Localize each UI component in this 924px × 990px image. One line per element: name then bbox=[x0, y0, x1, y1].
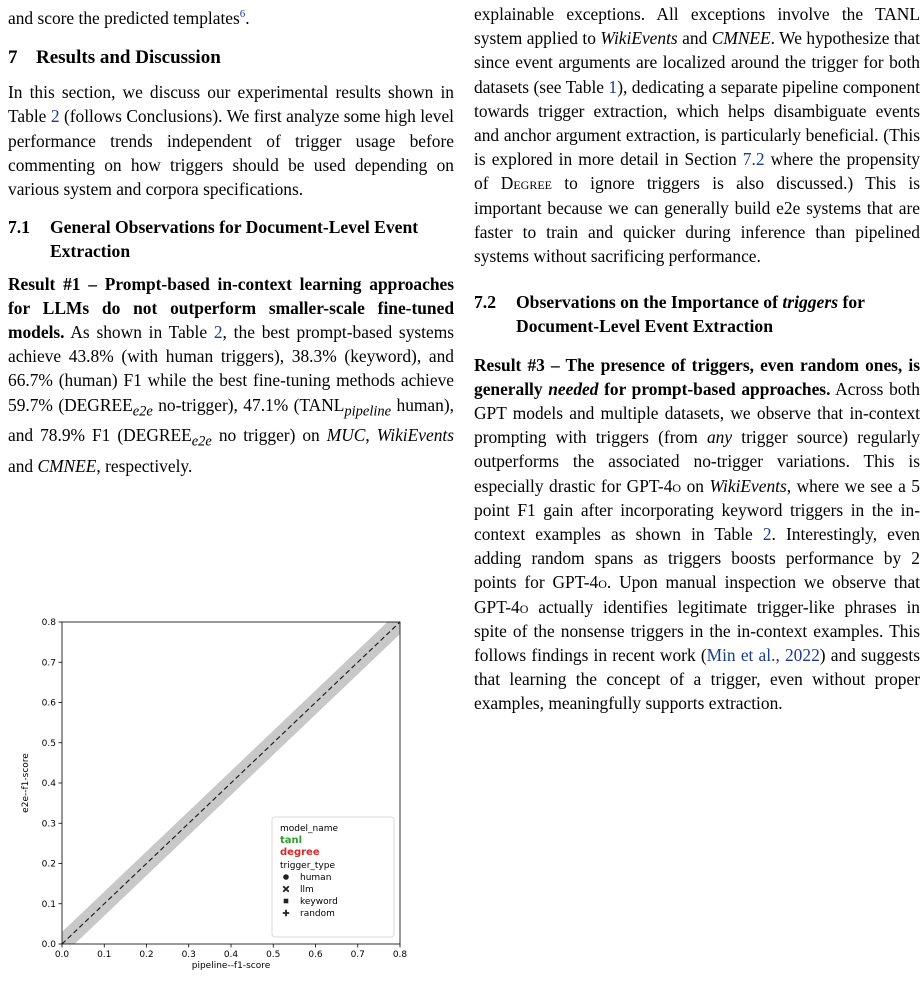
result-1-claim: Result #1 – Prompt-based in-context learning approaches for LLMs do not outperform smaller-scale fine-tuned models. bbox=[8, 273, 454, 343]
table-ref[interactable]: 2 bbox=[213, 322, 223, 343]
legend-marker bbox=[284, 899, 289, 904]
right-paragraph-1: explainable exceptions. All exceptions involve the TANL system applied to WikiEvents and CMNEE. We hypothesize that since event arguments are localized around the trigger for both datasets (see Table 1), dedicating a separate pipeline component towards trigger extraction, which helps disambiguate events and anchor argument extraction, is particularly beneficial. (This is explored in more detail in Section 7.2 where the propensity of Degree to ignore triggers is also discussed.) This is important because we can generally build e2e systems that are faster to train and quicker during inference than pipelined systems without sacrificing performance. bbox=[474, 4, 921, 267]
table-ref[interactable]: 1 bbox=[608, 76, 618, 97]
x-tick-label: 0.6 bbox=[308, 950, 323, 960]
y-tick-label: 0.7 bbox=[41, 658, 56, 669]
x-tick-label: 0.7 bbox=[350, 950, 365, 960]
section-title: Results and Discussion bbox=[36, 47, 221, 68]
y-tick-label: 0.4 bbox=[41, 779, 56, 789]
left-column bbox=[8, 0, 455, 971]
y-tick-label: 0.2 bbox=[41, 859, 56, 870]
result-1-paragraph: Result #1 – Prompt-based in-context learning approaches for LLMs do not outperform smaller-scale fine-tuned models. As shown in Table 2, the best prompt-based systems achieve 43.8% (with human triggers), 38.3% (keyword), and 66.7% (human) F1 while the best fine-tuning methods achieve 59.7% ($DEGREE_{e2e}$ no-trigger), 47.1% ($TANL_{pipeline}$ human), and 78.9% F1 ($DEGREE_{e2e}$ no trigger) on MUC, WikiEvents and CMNEE, respectively. bbox=[8, 273, 455, 476]
x-tick-label: 0.4 bbox=[223, 950, 239, 960]
citation-link[interactable]: Min et al., 2022 bbox=[706, 645, 820, 666]
right-column bbox=[474, 0, 920, 716]
subsection-heading-7-2 bbox=[474, 290, 920, 338]
section-number: 7 bbox=[8, 47, 18, 68]
carryover-line: and score the predicted templates$^6$. bbox=[8, 7, 250, 28]
legend-title-trigger: trigger_type bbox=[280, 861, 335, 871]
legend-entry-trigger: human bbox=[300, 873, 332, 883]
subsection-heading bbox=[8, 215, 454, 263]
y-tick-label: 0.3 bbox=[41, 819, 56, 830]
legend-entry-trigger: random bbox=[300, 909, 335, 919]
subsection-title: Observations on the Importance of triggers for Document-Level Event Extraction bbox=[516, 292, 865, 337]
x-tick-label: 0.5 bbox=[266, 950, 281, 960]
section-ref[interactable]: 7.2 bbox=[742, 149, 765, 170]
subsection-number: 7.2 bbox=[474, 292, 496, 313]
x-tick-label: 0.3 bbox=[181, 950, 196, 960]
legend-entry-trigger: keyword bbox=[300, 897, 338, 907]
legend-title-model: model_name bbox=[280, 824, 339, 834]
subsection-number: 7.1 bbox=[8, 217, 30, 238]
y-tick-label: 0.5 bbox=[41, 738, 56, 749]
section-heading bbox=[8, 46, 454, 70]
y-tick-label: 0.0 bbox=[41, 940, 56, 950]
subsection-title: General Observations for Document-Level Event Extraction bbox=[50, 217, 419, 262]
legend-entry-trigger: llm bbox=[300, 885, 314, 895]
result-3-claim: Result #3 – The presence of triggers, even random ones, is generally needed for prompt-based approaches. bbox=[474, 354, 920, 399]
x-tick-label: 0.2 bbox=[139, 950, 154, 960]
footnote-ref[interactable]: 6 bbox=[239, 8, 246, 20]
y-tick-label: 0.8 bbox=[41, 618, 56, 628]
x-axis-label: pipeline--f1-score bbox=[191, 961, 271, 971]
x-tick-label: 0.0 bbox=[54, 950, 70, 960]
x-tick-label: 0.1 bbox=[97, 950, 112, 960]
y-axis-label: e2e--f1-score bbox=[21, 753, 31, 813]
legend-entry-model: degree bbox=[280, 847, 320, 858]
legend-entry-model: tanl bbox=[280, 835, 303, 846]
y-tick-label: 0.1 bbox=[41, 899, 56, 910]
y-tick-label: 0.6 bbox=[41, 698, 56, 709]
x-tick-label: 0.8 bbox=[392, 950, 408, 960]
legend-marker bbox=[283, 874, 289, 880]
table-ref[interactable]: 2 bbox=[762, 524, 772, 545]
scatter-figure bbox=[8, 612, 454, 984]
table-ref[interactable]: 2 bbox=[50, 106, 60, 127]
scatter-chart bbox=[8, 612, 454, 984]
intro-paragraph: In this section, we discuss our experimental results shown in Table 2 (follows Conclusions). We first analyze some high level performance trends independent of trigger usage before commenting on how triggers should be used depending on various system and corpora specifications. bbox=[8, 82, 454, 200]
result-3-paragraph: Result #3 – The presence of triggers, even random ones, is generally needed for prompt-based approaches. Across both GPT models and multiple datasets, we observe that in-context prompting with triggers (from any trigger source) regularly outperforms the associated no-trigger variations. This is especially drastic for GPT-4o on WikiEvents, where we see a 5 point F1 gain after incorporating keyword triggers in the in-context examples as shown in Table 2. Interestingly, even adding random spans as triggers boosts performance by 2 points for GPT-4o. Upon manual inspection we observe that GPT-4o actually identifies legitimate trigger-like phrases in spite of the nonsense triggers in the in-context examples. This follows findings in recent work (Min et al., 2022) and suggests that learning the concept of a trigger, even without proper examples, meaningfully supports extraction. bbox=[474, 354, 921, 714]
